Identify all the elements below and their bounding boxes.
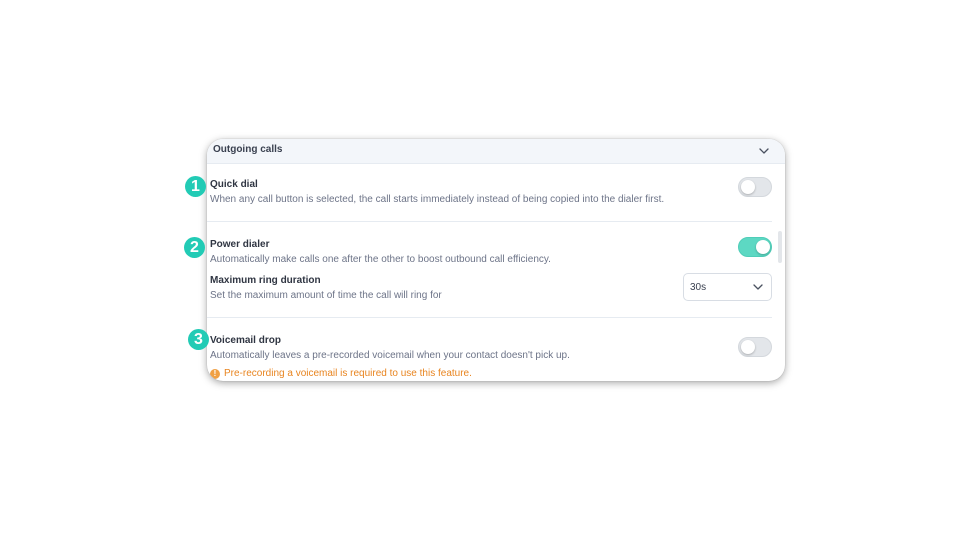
callout-badge-3: 3	[188, 329, 209, 350]
callout-badge-2: 2	[184, 237, 205, 258]
voicemail-drop-toggle[interactable]	[738, 337, 772, 357]
outgoing-calls-panel	[207, 139, 785, 381]
ring-duration-value: 30s	[690, 282, 707, 293]
power-dialer-title: Power dialer	[210, 239, 270, 250]
section-title: Outgoing calls	[213, 144, 283, 155]
voicemail-drop-title: Voicemail drop	[210, 335, 281, 346]
toggle-knob	[756, 240, 770, 254]
toggle-knob	[741, 180, 755, 194]
quick-dial-description: When any call button is selected, the call starts immediately instead of being copied into the dialer first.	[210, 194, 665, 205]
voicemail-warning-text: Pre-recording a voicemail is required to use this feature.	[224, 368, 472, 379]
power-dialer-description: Automatically make calls one after the other to boost outbound call efficiency.	[210, 254, 551, 265]
callout-badge-1: 1	[185, 176, 206, 197]
toggle-knob	[741, 340, 755, 354]
scrollbar-thumb[interactable]	[778, 231, 782, 263]
power-dialer-toggle[interactable]	[738, 237, 772, 257]
warning-icon: !	[210, 369, 220, 379]
max-ring-duration-title: Maximum ring duration	[210, 275, 321, 286]
chevron-down-icon	[751, 280, 765, 294]
quick-dial-title: Quick dial	[210, 179, 258, 190]
voicemail-drop-description: Automatically leaves a pre-recorded voicemail when your contact doesn't pick up.	[210, 350, 570, 361]
ring-duration-select[interactable]	[683, 273, 772, 301]
divider	[207, 317, 772, 318]
max-ring-duration-description: Set the maximum amount of time the call will ring for	[210, 290, 442, 301]
quick-dial-toggle[interactable]	[738, 177, 772, 197]
section-header[interactable]	[207, 139, 785, 164]
divider	[207, 221, 772, 222]
chevron-down-icon[interactable]	[757, 144, 771, 158]
